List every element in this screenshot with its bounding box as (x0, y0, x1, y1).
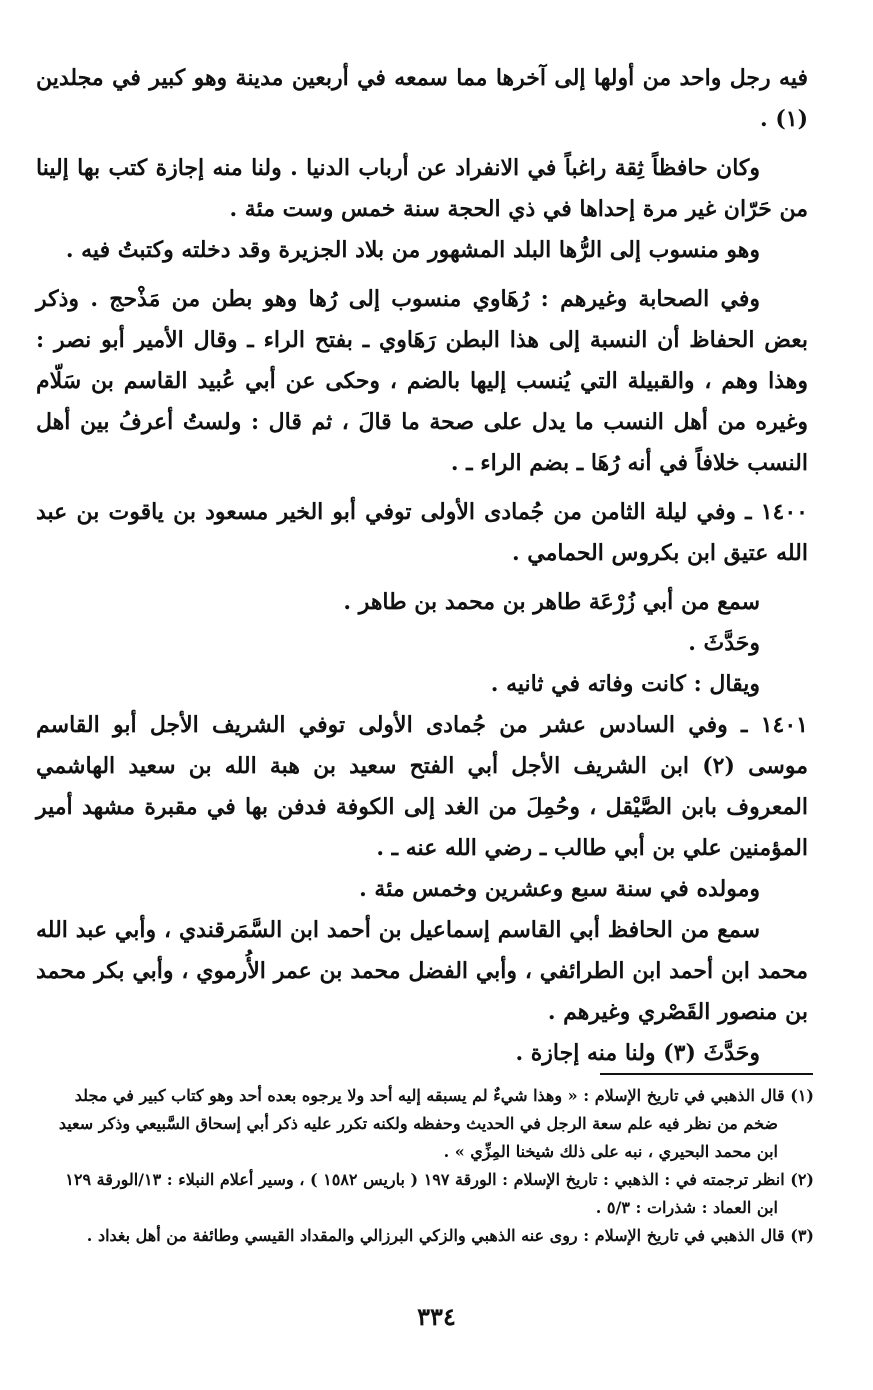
footnote-1-line-1: (١) قال الذهبي في تاريخ الإسلام : « وهذا شيءٌ لم يسبقه إليه أحد ولا يرجوه بعده أحد وهو كتاب كبير في مجلد (74, 1086, 814, 1105)
main-text (36, 58, 808, 1074)
paragraph-6: سمع من أبي زُرْعَة طاهر بن محمد بن طاهر . (343, 589, 760, 615)
paragraph-2: وكان حافظاً ثِقة راغباً في الانفراد عن أرباب الدنيا . ولنا منه إجازة كتب بها إلينا من حَرّان غير مرة إحداها في ذي الحجة سنة خمس وست مئة . (36, 155, 808, 222)
footnote-2-line-1: (٢) انظر ترجمته في : الذهبي : تاريخ الإسلام : الورقة ١٩٧ ( باريس ١٥٨٢ ) ، وسير أعلام النبلاء : ١٣/الورقة ١٢٩ (65, 1170, 814, 1189)
paragraph-3: وهو منسوب إلى الرُّها البلد المشهور من بلاد الجزيرة وقد دخلته وكتبتُ فيه . (65, 237, 760, 263)
footnote-divider (600, 1073, 813, 1075)
paragraph-4: وفي الصحابة وغيرهم : رُهَاوي منسوب إلى رُها وهو بطن من مَذْحج . وذكر بعض الحفاظ أن النسبة إلى هذا البطن رَهَاوي ـ بفتح الراء ـ وقال الأمير أبو نصر : وهذا وهم ، والقبيلة التي يُنسب إليها بالضم ، وحكى عن أبي عُبيد القاسم بن سَلّام وغيره من أهل النسب ما يدل على صحة ما قالَ ، ثم قال : ولستُ أعرفُ بين أهل النسب خلافاً في أنه رُهَا ـ بضم الراء ـ . (36, 286, 808, 476)
paragraph-7: وحَدَّثَ . (688, 630, 760, 656)
paragraph-1: فيه رجل واحد من أولها إلى آخرها مما سمعه في أربعين مدينة وهو كبير في مجلدين (١) . (36, 65, 808, 132)
footnote-2-line-2: ابن العماد : شذرات : ٥/٣ . (595, 1198, 778, 1217)
footnotes (36, 1082, 814, 1250)
paragraph-11: سمع من الحافظ أبي القاسم إسماعيل بن أحمد ابن السَّمَرقندي ، وأبي عبد الله محمد ابن أحمد ابن الطرائفي ، وأبي الفضل محمد بن عمر الأُرموي ، وأبي بكر محمد بن منصور القَصْري وغيرهم . (36, 917, 809, 1025)
paragraph-8: ويقال : كانت وفاته في ثانيه . (490, 671, 760, 697)
footnote-1-line-3: ابن محمد البحيري ، نبه على ذلك شيخنا المِزِّي » . (443, 1142, 778, 1161)
paragraph-10: ومولده في سنة سبع وعشرين وخمس مئة . (359, 876, 760, 902)
footnote-3: (٣) قال الذهبي في تاريخ الإسلام : روى عنه الذهبي والزكي البرزالي والمقداد القيسي وطائفة من أهل بغداد . (86, 1226, 814, 1245)
footnote-1-line-2: ضخم من نظر فيه علم سعة الرجل في الحديث وحفظه ولكنه تكرر عليه ذكر أبي إسحاق السَّبيعي وذكر سعيد (58, 1114, 778, 1133)
page-number: ٣٣٤ (417, 1302, 456, 1331)
paragraph-12: وحَدَّثَ (٣) ولنا منه إجازة . (515, 1040, 760, 1066)
entry-1400: ١٤٠٠ ـ وفي ليلة الثامن من جُمادى الأولى توفي أبو الخير مسعود بن ياقوت بن عبد الله عتيق ابن بكروس الحمامي . (36, 499, 808, 566)
entry-1401: ١٤٠١ ـ وفي السادس عشر من جُمادى الأولى توفي الشريف الأجل أبو القاسم موسى (٢) ابن الشريف الأجل أبي الفتح سعيد بن هبة الله بن سعيد الهاشمي المعروف بابن الصَّيْقل ، وحُمِلَ من الغد إلى الكوفة فدفن بها في مقبرة مشهد أمير المؤمنين علي بن أبي طالب ـ رضي الله عنه ـ . (36, 712, 808, 861)
